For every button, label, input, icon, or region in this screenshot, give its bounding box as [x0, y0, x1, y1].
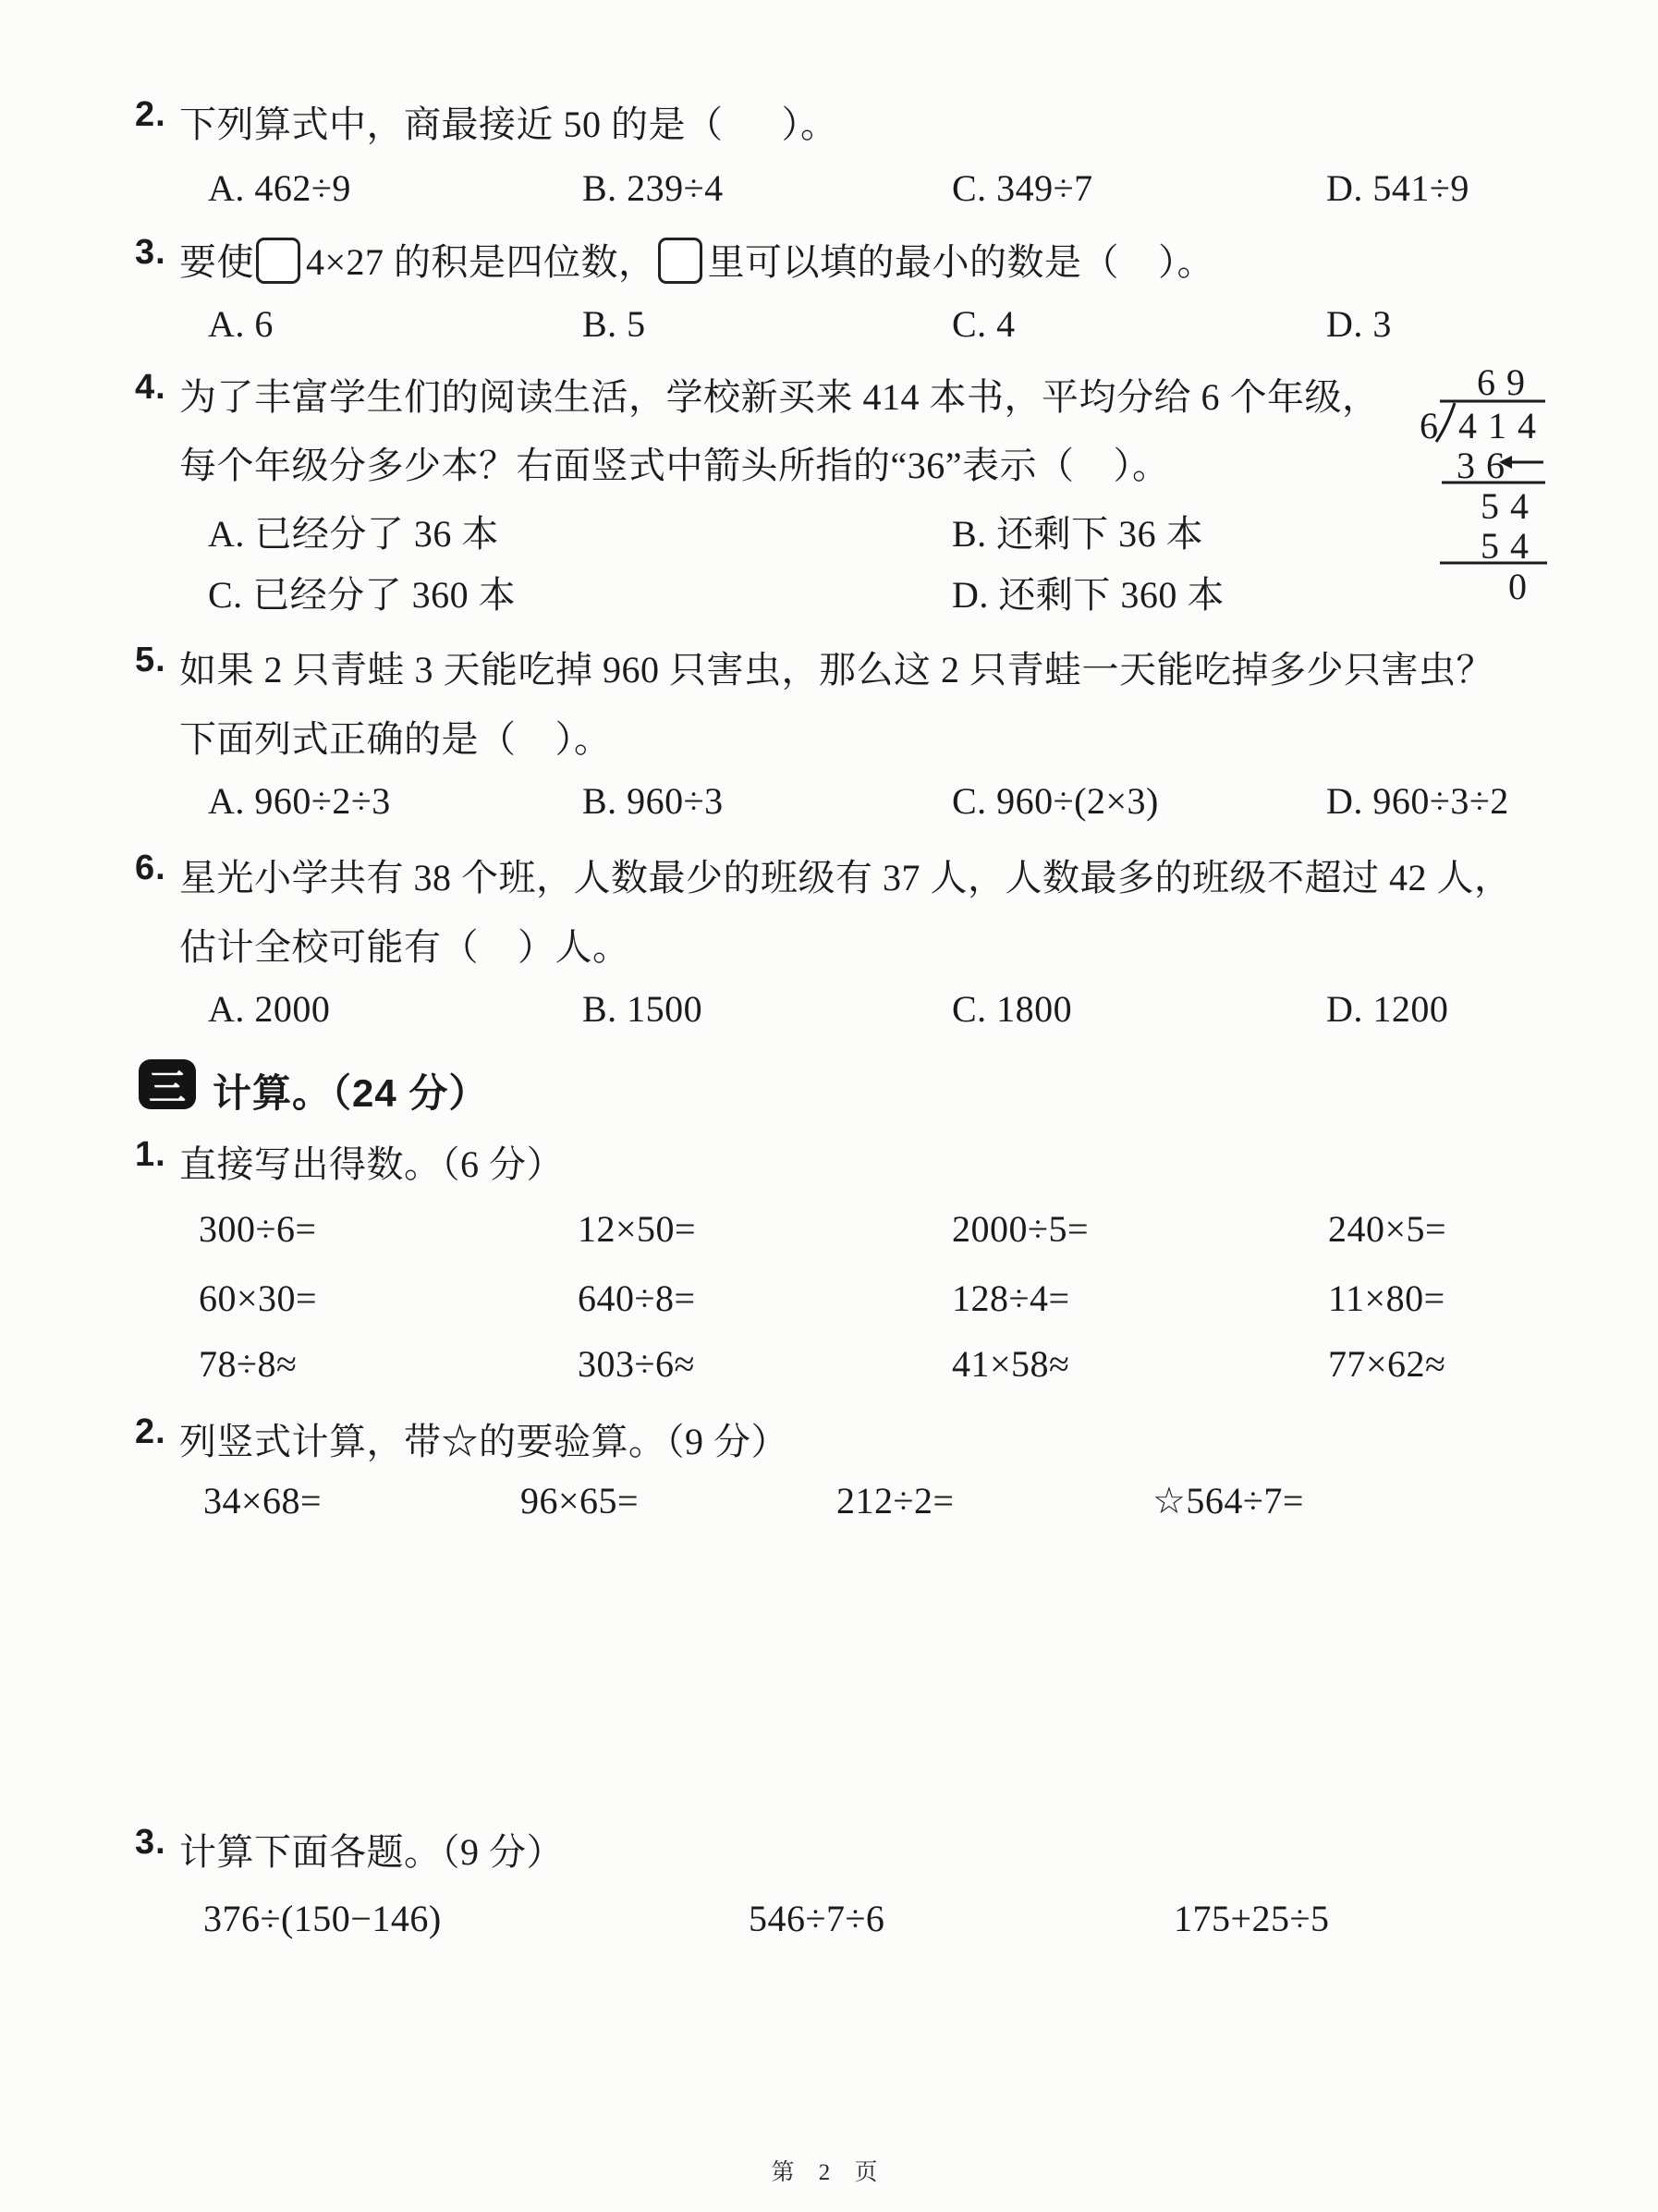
q4-options-row2: [0, 566, 1658, 617]
q4-option-a: A. 已经分了 36 本: [208, 513, 499, 555]
q5-number: 5.: [135, 641, 166, 679]
q6-options-row: [0, 987, 1658, 1039]
q5-option-a: A. 960÷2÷3: [208, 780, 391, 822]
q6-number: 6.: [135, 849, 166, 887]
q2-number: 2.: [135, 95, 166, 134]
section-three-badge-icon: 三: [139, 1059, 196, 1109]
q3-number: 3.: [135, 233, 166, 272]
mental-math-row3: [0, 1342, 1658, 1394]
calc-sub2-title-row: [0, 1412, 1658, 1464]
q5-option-b: B. 960÷3: [582, 780, 724, 822]
expression: 2000÷5=: [952, 1208, 1090, 1250]
q3-stem-part2: 4×27 的积是四位数，: [306, 241, 656, 283]
q4-option-b: B. 还剩下 36 本: [952, 513, 1204, 555]
expression: 78÷8≈: [199, 1343, 298, 1385]
q3-stem-part3: 里可以填的最小的数是（ ）。: [707, 241, 1215, 283]
calc-sub2-number: 2.: [135, 1412, 166, 1451]
page-number: 第 2 页: [771, 2160, 887, 2185]
q4-option-c: C. 已经分了 360 本: [208, 574, 517, 616]
q5-option-d: D. 960÷3÷2: [1326, 780, 1509, 822]
q2-option-a: A. 462÷9: [208, 167, 351, 209]
digit-box-icon: [658, 238, 702, 284]
calc-sub2-title: 列竖式计算，带☆的要验算。（9 分）: [179, 1421, 788, 1462]
q5-stem-row2: [0, 710, 1658, 762]
q4-options-row1: [0, 505, 1658, 556]
expression: 303÷6≈: [578, 1343, 695, 1385]
q3-option-a: A. 6: [208, 303, 274, 345]
expression: 96×65=: [520, 1480, 640, 1522]
expression: 640÷8=: [578, 1277, 696, 1319]
q6-stem-line1: 星光小学共有 38 个班，人数最少的班级有 37 人，人数最多的班级不超过 42 人，: [179, 857, 1512, 898]
q5-stem-line2: 下面列式正确的是（ ）。: [179, 718, 612, 760]
q5-option-c: C. 960÷(2×3): [952, 780, 1159, 822]
calc-sub1-number: 1.: [135, 1135, 166, 1174]
mental-math-row1: [0, 1207, 1658, 1259]
q5-stem-line1: 如果 2 只青蛙 3 天能吃掉 960 只害虫，那么这 2 只青蛙一天能吃掉多少只害虫？: [179, 649, 1493, 690]
q4-stem-line1: 为了丰富学生们的阅读生活，学校新买来 414 本书，平均分给 6 个年级，: [179, 376, 1380, 418]
q2-stem-text: 下列算式中，商最接近 50 的是（ ）。: [179, 104, 838, 145]
expression: 41×58≈: [952, 1343, 1070, 1385]
expression: 128÷4=: [952, 1277, 1070, 1319]
division-dividend: 414: [1458, 405, 1547, 446]
q4-stem-row2: [0, 436, 1658, 488]
q6-stem-row2: [0, 918, 1658, 970]
mixed-calc-row: [0, 1897, 1658, 1949]
digit-box-icon: [256, 238, 300, 284]
expression: 12×50=: [578, 1208, 697, 1250]
q3-stem-text: [179, 233, 1214, 286]
calc-sub3-title: 计算下面各题。（9 分）: [179, 1831, 564, 1873]
vertical-calc-row: [0, 1479, 1658, 1531]
q4-number: 4.: [135, 368, 166, 407]
expression: 11×80=: [1328, 1277, 1445, 1319]
q3-stem-row: [0, 233, 1658, 285]
q6-stem-row1: [0, 849, 1658, 900]
calc-sub3-number: 3.: [135, 1823, 166, 1862]
q3-option-c: C. 4: [952, 303, 1016, 345]
division-step2: 54: [1481, 485, 1540, 527]
division-quotient: 69: [1477, 361, 1536, 403]
q6-option-c: C. 1800: [952, 988, 1073, 1030]
q6-option-a: A. 2000: [208, 988, 331, 1030]
q3-option-d: D. 3: [1326, 303, 1392, 345]
mental-math-row2: [0, 1277, 1658, 1328]
q4-stem-line2: 每个年级分多少本？右面竖式中箭头所指的“36”表示（ ）。: [179, 445, 1170, 486]
q6-stem-line2: 估计全校可能有（ ）人。: [179, 926, 630, 968]
expression: 212÷2=: [836, 1480, 955, 1522]
expression: 60×30=: [199, 1277, 318, 1319]
q3-stem-part1: 要使: [179, 241, 254, 283]
q6-option-d: D. 1200: [1326, 988, 1449, 1030]
calc-sub3-title-row: [0, 1823, 1658, 1875]
expression: 34×68=: [203, 1480, 323, 1522]
division-step3: 54: [1481, 525, 1540, 567]
expression: 376÷(150−146): [203, 1898, 442, 1939]
expression: 77×62≈: [1328, 1343, 1446, 1385]
division-step1: 36: [1457, 445, 1516, 486]
expression-starred: ☆564÷7=: [1152, 1480, 1304, 1522]
calc-sub1-title-row: [0, 1135, 1658, 1187]
expression: 175+25÷5: [1174, 1898, 1330, 1939]
q3-options-row: [0, 302, 1658, 354]
division-divisor: 6: [1420, 405, 1438, 446]
q2-option-d: D. 541÷9: [1326, 167, 1469, 209]
q5-stem-row1: [0, 641, 1658, 692]
q2-option-c: C. 349÷7: [952, 167, 1093, 209]
expression: 240×5=: [1328, 1208, 1447, 1250]
expression: 546÷7÷6: [749, 1898, 885, 1939]
q6-option-b: B. 1500: [582, 988, 703, 1030]
section-three-title: 计算。（24 分）: [213, 1071, 489, 1115]
long-division-figure: [1412, 361, 1569, 610]
q5-options-row: [0, 779, 1658, 831]
q2-options-row: [0, 166, 1658, 218]
q4-option-d: D. 还剩下 360 本: [952, 574, 1225, 616]
calc-sub1-title: 直接写出得数。（6 分）: [179, 1143, 564, 1185]
expression: 300÷6=: [199, 1208, 317, 1250]
q3-option-b: B. 5: [582, 303, 646, 345]
division-remainder: 0: [1508, 566, 1527, 607]
q2-stem-row: [0, 95, 1658, 147]
q4-stem-row1: [0, 368, 1658, 420]
q2-option-b: B. 239÷4: [582, 167, 724, 209]
